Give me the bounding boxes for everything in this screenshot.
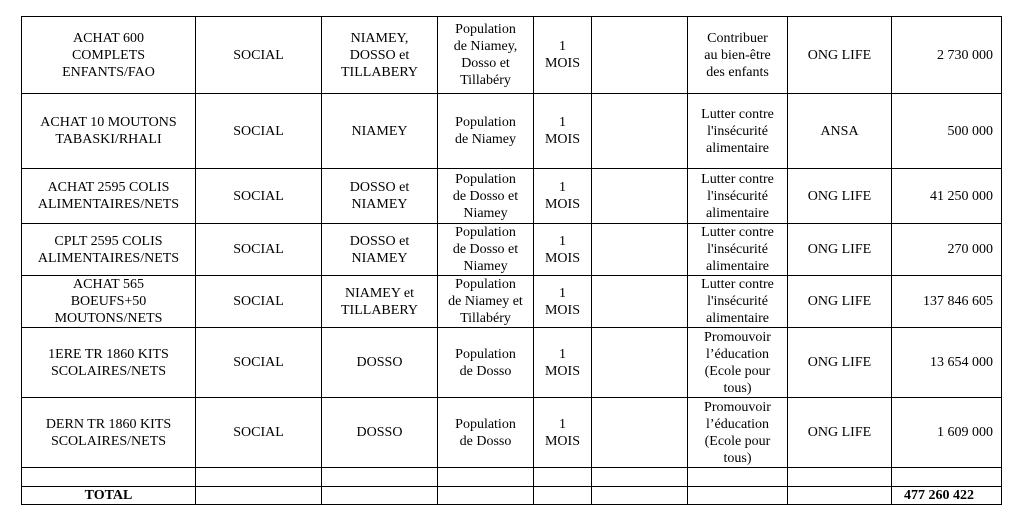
empty-cell [22, 468, 196, 487]
amount-text: 41 250 000 [930, 188, 993, 204]
project-text: DERN TR 1860 KITS SCOLAIRES/NETS [45, 416, 172, 449]
zone-text: NIAMEY, DOSSO et TILLABERY [341, 30, 418, 80]
zone-cell [322, 398, 438, 468]
partner-text: ONG LIFE [807, 355, 872, 370]
partner-cell [788, 224, 892, 276]
amount-cell [892, 94, 1002, 169]
table-row [22, 169, 1002, 224]
beneficiaries-text: Population de Niamey et Tillabéry [448, 277, 523, 326]
amount-text: 137 846 605 [923, 294, 993, 309]
beneficiaries-text: Population de Dosso et Niamey [452, 171, 519, 221]
empty-cell [788, 468, 892, 487]
duration-cell [534, 276, 592, 328]
empty-cell [592, 169, 688, 224]
duration-text: 1 MOIS [544, 39, 580, 71]
total-label: TOTAL [84, 488, 133, 503]
objective-cell [688, 224, 788, 276]
table-row [22, 224, 1002, 276]
project-text: 1ERE TR 1860 KITS SCOLAIRES/NETS [48, 346, 169, 379]
partner-text: ANSA [820, 123, 859, 139]
sector-text: SOCIAL [233, 47, 284, 63]
beneficiaries-text: Population de Niamey, Dosso et Tillabéry [453, 22, 518, 88]
duration-text: 1 MOIS [544, 416, 580, 449]
beneficiaries-cell [438, 224, 534, 276]
objective-text: Lutter contre l'insécurité alimentaire [701, 171, 774, 221]
project-cell [22, 169, 196, 224]
partner-text: ONG LIFE [807, 188, 872, 204]
zone-cell [322, 328, 438, 398]
beneficiaries-text: Population de Niamey [454, 115, 517, 147]
project-cell [22, 94, 196, 169]
sector-text: SOCIAL [233, 355, 284, 370]
zone-cell [322, 17, 438, 94]
objective-cell [688, 276, 788, 328]
project-text: CPLT 2595 COLIS ALIMENTAIRES/NETS [37, 233, 180, 266]
duration-cell [534, 17, 592, 94]
total-label-cell [22, 487, 196, 505]
objective-text: Contribuer au bien-être des enfants [704, 30, 771, 80]
zone-cell [322, 94, 438, 169]
beneficiaries-cell [438, 94, 534, 169]
total-amount-cell [892, 487, 1002, 505]
partner-text: ONG LIFE [807, 294, 872, 309]
empty-cell [592, 328, 688, 398]
sector-cell [196, 224, 322, 276]
beneficiaries-cell [438, 276, 534, 328]
amount-cell [892, 328, 1002, 398]
project-cell [22, 398, 196, 468]
amount-text: 270 000 [947, 242, 993, 257]
duration-text: 1 MOIS [544, 285, 580, 318]
sector-text: SOCIAL [233, 242, 284, 257]
project-cell [22, 224, 196, 276]
objective-cell [688, 17, 788, 94]
objective-text: Lutter contre l'insécurité alimentaire [701, 106, 774, 156]
sector-text: SOCIAL [233, 294, 284, 309]
duration-cell [534, 94, 592, 169]
amount-text: 2 730 000 [937, 47, 993, 63]
objective-cell [688, 169, 788, 224]
partner-cell [788, 17, 892, 94]
amount-cell [892, 224, 1002, 276]
duration-cell [534, 169, 592, 224]
duration-cell [534, 398, 592, 468]
table-body [22, 17, 1002, 505]
empty-cell [592, 468, 688, 487]
objective-cell [688, 94, 788, 169]
duration-text: 1 MOIS [544, 180, 580, 212]
partner-cell [788, 169, 892, 224]
project-cell [22, 276, 196, 328]
table-row [22, 17, 1002, 94]
empty-cell [892, 468, 1002, 487]
empty-cell [592, 398, 688, 468]
beneficiaries-text: Population de Dosso [455, 346, 516, 379]
empty-cell [592, 94, 688, 169]
zone-cell [322, 224, 438, 276]
empty-cell [322, 468, 438, 487]
beneficiaries-cell [438, 169, 534, 224]
table-row-empty [22, 468, 1002, 487]
table-row [22, 398, 1002, 468]
total-amount: 477 260 422 [904, 488, 974, 503]
duration-text: 1 MOIS [544, 233, 580, 266]
budget-table [21, 16, 1002, 505]
empty-cell [592, 276, 688, 328]
partner-cell [788, 328, 892, 398]
empty-cell [592, 224, 688, 276]
sector-cell [196, 398, 322, 468]
partner-cell [788, 276, 892, 328]
empty-cell [438, 487, 534, 505]
amount-cell [892, 17, 1002, 94]
empty-cell [322, 487, 438, 505]
objective-text: Lutter contre l'insécurité alimentaire [701, 225, 774, 274]
empty-cell [534, 487, 592, 505]
zone-cell [322, 169, 438, 224]
sector-text: SOCIAL [233, 123, 284, 139]
project-text: ACHAT 2595 COLIS ALIMENTAIRES/NETS [37, 180, 180, 212]
duration-cell [534, 328, 592, 398]
project-text: ACHAT 565 BOEUFS+50 MOUTONS/NETS [54, 277, 163, 326]
empty-cell [592, 17, 688, 94]
empty-cell [788, 487, 892, 505]
zone-text: NIAMEY et TILLABERY [341, 285, 418, 318]
beneficiaries-text: Population de Dosso et Niamey [452, 225, 519, 274]
partner-text: ONG LIFE [807, 242, 872, 257]
zone-text: DOSSO [356, 425, 403, 440]
zone-text: DOSSO [356, 355, 403, 370]
total-row [22, 487, 1002, 505]
objective-text: Promouvoir l’éducation (Ecole pour tous) [704, 329, 771, 396]
objective-text: Promouvoir l’éducation (Ecole pour tous) [704, 399, 771, 466]
partner-cell [788, 94, 892, 169]
beneficiaries-cell [438, 328, 534, 398]
table-row [22, 328, 1002, 398]
empty-cell [534, 468, 592, 487]
sector-cell [196, 169, 322, 224]
partner-cell [788, 398, 892, 468]
partner-text: ONG LIFE [807, 425, 872, 440]
duration-text: 1 MOIS [544, 346, 580, 379]
empty-cell [592, 487, 688, 505]
zone-text: DOSSO et NIAMEY [349, 233, 410, 266]
beneficiaries-text: Population de Dosso [455, 416, 516, 449]
sector-text: SOCIAL [233, 425, 284, 440]
zone-text: NIAMEY [351, 123, 408, 139]
empty-cell [438, 468, 534, 487]
project-text: ACHAT 10 MOUTONS TABASKI/RHALI [40, 115, 177, 147]
table-row [22, 276, 1002, 328]
beneficiaries-cell [438, 398, 534, 468]
objective-cell [688, 398, 788, 468]
zone-text: DOSSO et NIAMEY [349, 180, 410, 212]
amount-text: 1 609 000 [937, 425, 993, 440]
project-cell [22, 17, 196, 94]
beneficiaries-cell [438, 17, 534, 94]
table-row [22, 94, 1002, 169]
empty-cell [196, 468, 322, 487]
objective-text: Lutter contre l'insécurité alimentaire [701, 277, 774, 326]
amount-cell [892, 169, 1002, 224]
zone-cell [322, 276, 438, 328]
duration-text: 1 MOIS [544, 115, 580, 147]
empty-cell [688, 468, 788, 487]
project-cell [22, 328, 196, 398]
partner-text: ONG LIFE [807, 47, 872, 63]
amount-cell [892, 276, 1002, 328]
duration-cell [534, 224, 592, 276]
sector-cell [196, 94, 322, 169]
project-text: ACHAT 600 COMPLETS ENFANTS/FAO [62, 30, 155, 80]
objective-cell [688, 328, 788, 398]
sector-cell [196, 328, 322, 398]
sector-cell [196, 17, 322, 94]
empty-cell [196, 487, 322, 505]
amount-text: 500 000 [947, 123, 993, 139]
amount-cell [892, 398, 1002, 468]
amount-text: 13 654 000 [930, 355, 993, 370]
sector-cell [196, 276, 322, 328]
sector-text: SOCIAL [233, 188, 284, 204]
empty-cell [688, 487, 788, 505]
